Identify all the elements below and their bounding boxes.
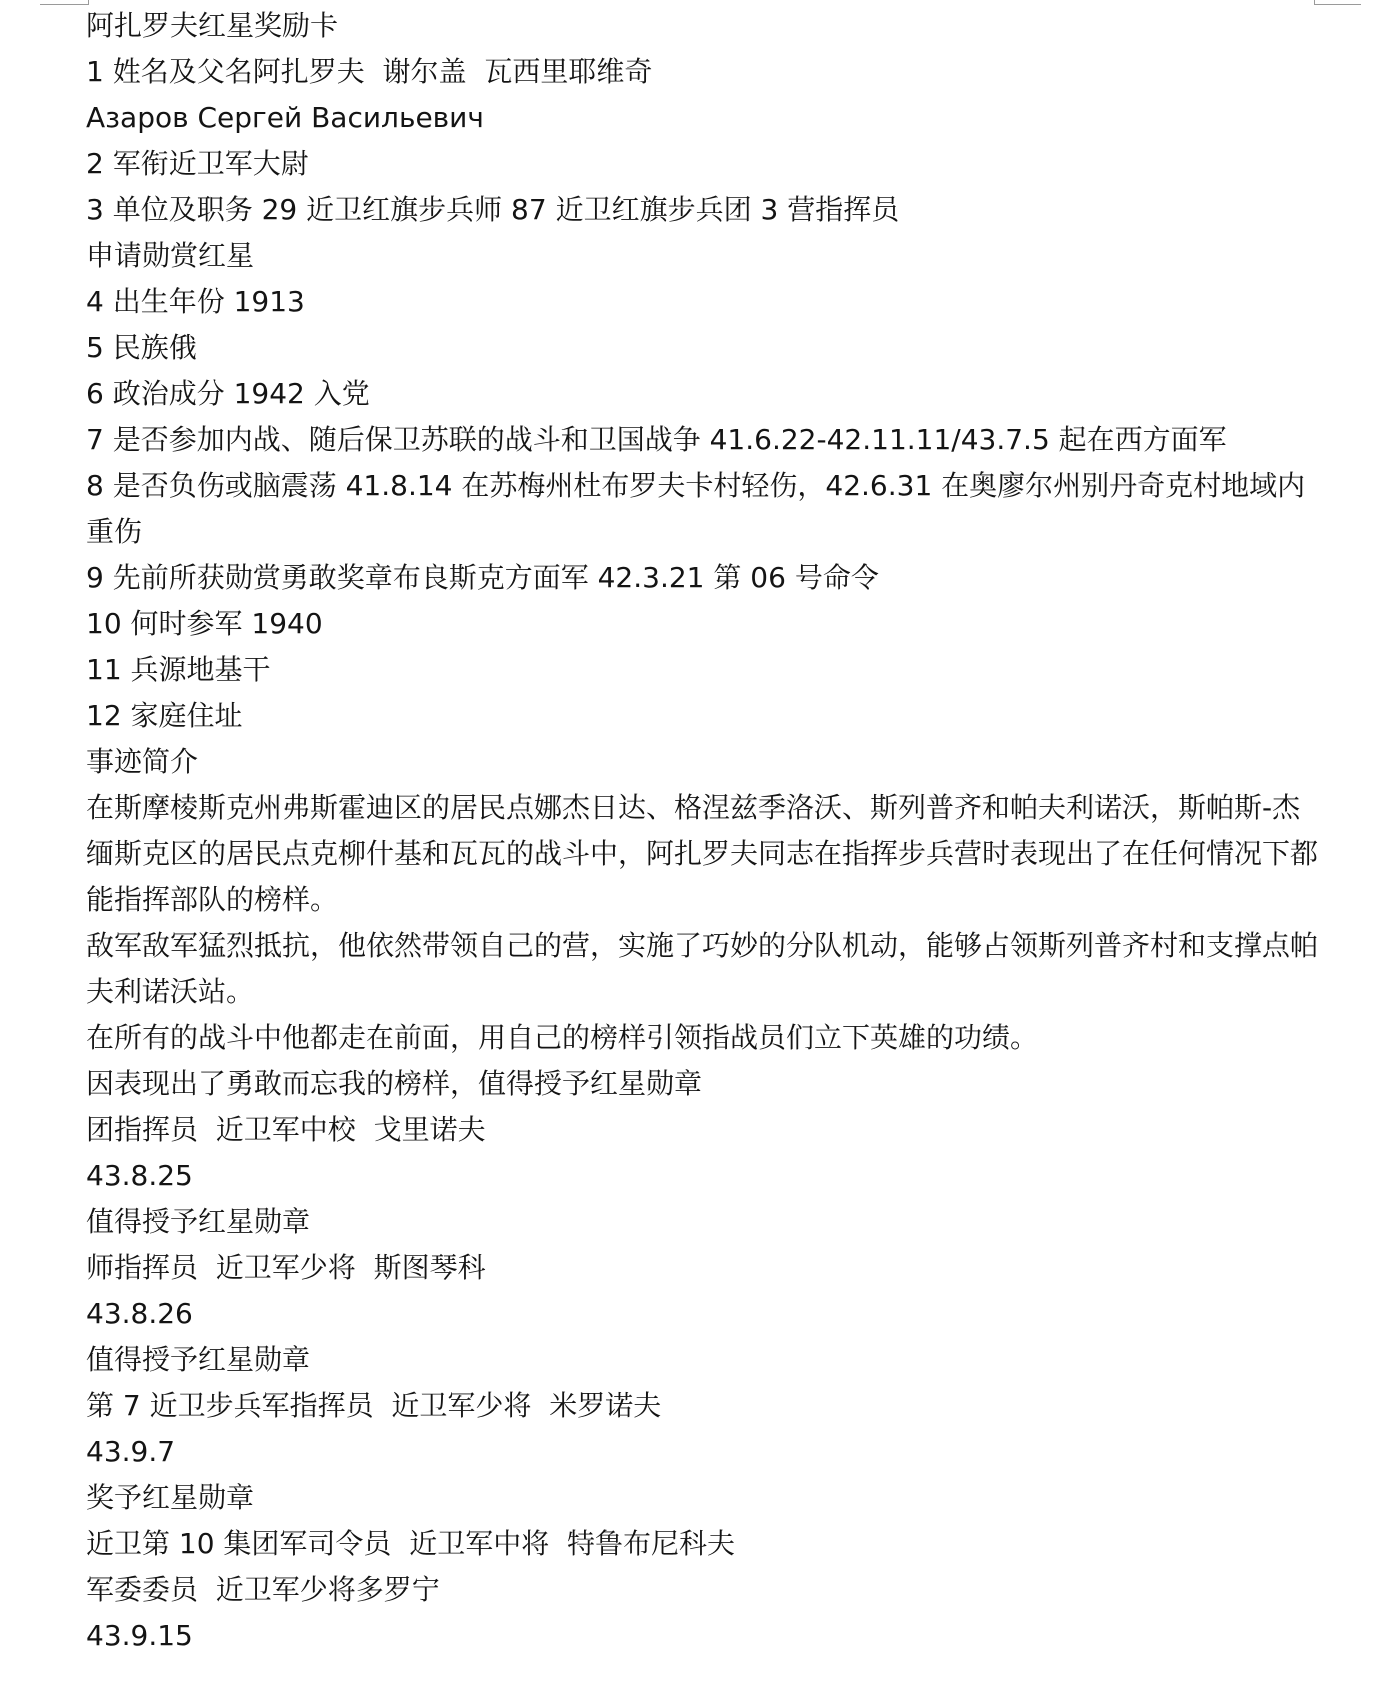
date-regiment: 43.8.25: [86, 1159, 193, 1192]
field-name-russian: Азаров Сергей Васильевич: [86, 101, 484, 134]
page-corner-left: [40, 0, 89, 5]
signatory-division: 师指挥员 近卫军少将 斯图琴科: [86, 1251, 486, 1284]
field-birth-year: 4 出生年份 1913: [86, 285, 305, 318]
narrative-line: 在所有的战斗中他都走在前面，用自己的榜样引领指战员们立下英雄的功绩。: [86, 1021, 1039, 1054]
field-party-membership: 6 政治成分 1942 入党: [86, 377, 370, 410]
section-heading-summary: 事迹简介: [86, 745, 199, 778]
signatory-army-commander: 近卫第 10 集团军司令员 近卫军中将 特鲁布尼科夫: [86, 1527, 736, 1560]
field-home-address: 12 家庭住址: [86, 699, 243, 732]
date-corps: 43.9.7: [86, 1435, 176, 1468]
field-name: 1 姓名及父名阿扎罗夫 谢尔盖 瓦西里耶维奇: [86, 55, 653, 88]
field-wounds: 8 是否负伤或脑震荡 41.8.14 在苏梅州杜布罗夫卡村轻伤，42.6.31 在奥廖尔州别丹奇克村地域内重伤: [86, 469, 1306, 548]
field-previous-awards: 9 先前所获勋赏勇敢奖章布良斯克方面军 42.3.21 第 06 号命令: [86, 561, 879, 594]
award-decision: 奖予红星勋章: [86, 1481, 255, 1514]
field-war-participation: 7 是否参加内战、随后保卫苏联的战斗和卫国战争 41.6.22-42.11.11/43.7.5 起在西方面军: [86, 423, 1227, 456]
signatory-regiment: 团指挥员 近卫军中校 戈里诺夫: [86, 1113, 486, 1146]
field-recruitment-source: 11 兵源地基干: [86, 653, 271, 686]
document-title: 阿扎罗夫红星奖励卡: [86, 9, 339, 42]
field-award-requested: 申请勋赏红星: [86, 239, 255, 272]
field-nationality: 5 民族俄: [86, 331, 197, 364]
narrative-paragraph: 在斯摩棱斯克州弗斯霍迪区的居民点娜杰日达、格涅兹季洛沃、斯列普齐和帕夫利诺沃，斯帕斯-杰缅斯克区的居民点克柳什基和瓦瓦的战斗中，阿扎罗夫同志在指挥步兵营时表现出了在任何情况下都能指挥部队的榜样。: [86, 791, 1319, 916]
recommendation-text: 值得授予红星勋章: [86, 1205, 311, 1238]
signatory-military-council: 军委委员 近卫军少将多罗宁: [86, 1573, 440, 1606]
date-division: 43.8.26: [86, 1297, 193, 1330]
date-army: 43.9.15: [86, 1619, 193, 1652]
narrative-paragraph: 敌军敌军猛烈抵抗，他依然带领自己的营，实施了巧妙的分队机动，能够占领斯列普齐村和支撑点帕夫利诺沃站。: [86, 929, 1319, 1008]
award-card-document: [86, 3, 1346, 1659]
signatory-corps: 第 7 近卫步兵军指挥员 近卫军少将 米罗诺夫: [86, 1389, 662, 1422]
field-enlistment-year: 10 何时参军 1940: [86, 607, 323, 640]
recommendation-text: 值得授予红星勋章: [86, 1343, 311, 1376]
field-rank: 2 军衔近卫军大尉: [86, 147, 309, 180]
recommendation-text: 因表现出了勇敢而忘我的榜样，值得授予红星勋章: [86, 1067, 703, 1100]
field-unit-position: 3 单位及职务 29 近卫红旗步兵师 87 近卫红旗步兵团 3 营指挥员: [86, 193, 900, 226]
